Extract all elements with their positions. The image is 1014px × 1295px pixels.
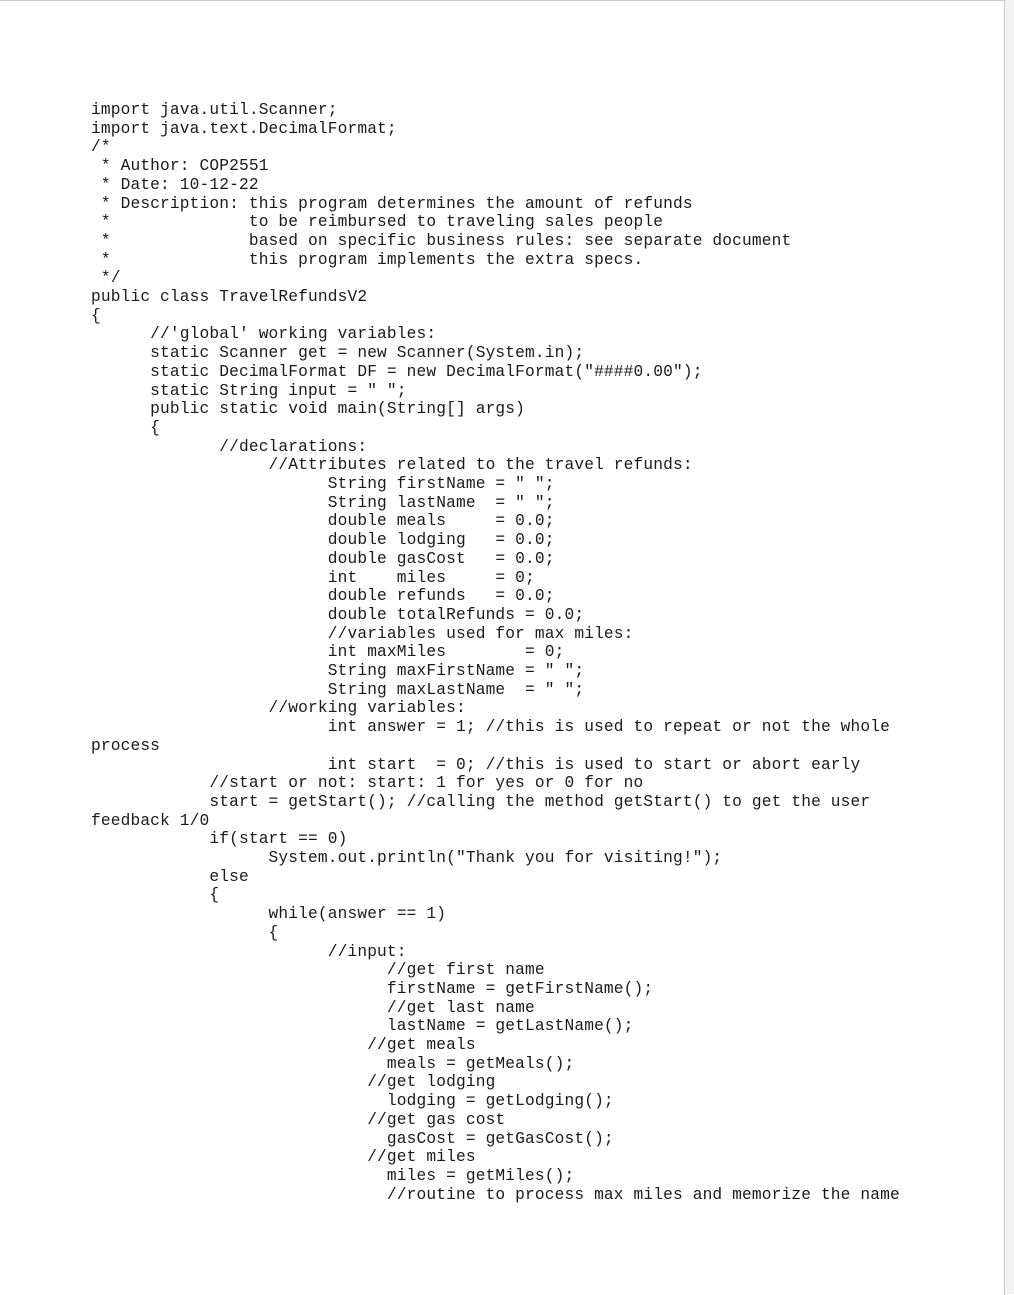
code-line: public static void main(String[] args) bbox=[91, 400, 526, 419]
code-line: feedback 1/0 bbox=[91, 811, 210, 830]
code-line: firstName = getFirstName(); bbox=[91, 979, 654, 998]
code-line: String firstName = " "; bbox=[91, 475, 555, 493]
code-line: * based on specific business rules: see separate document bbox=[91, 231, 792, 250]
code-line: //Attributes related to the travel refunds: bbox=[91, 456, 693, 475]
code-line: public class TravelRefundsV2 bbox=[91, 288, 368, 306]
code-line: miles = getMiles(); bbox=[91, 1166, 575, 1185]
code-line: static String input = " "; bbox=[91, 381, 407, 400]
code-line: int miles = 0; bbox=[91, 568, 535, 587]
code-line: static DecimalFormat DF = new DecimalFormat("####0.00"); bbox=[91, 362, 703, 381]
code-line: double refunds = 0.0; bbox=[91, 587, 555, 606]
code-line: start = getStart(); //calling the method getStart() to get the user bbox=[91, 792, 871, 811]
code-line: { bbox=[91, 306, 101, 325]
code-line: //routine to process max miles and memorize the name bbox=[91, 1185, 900, 1204]
code-line: meals = getMeals(); bbox=[91, 1054, 575, 1073]
code-line: String maxLastName = " "; bbox=[91, 680, 585, 699]
code-line: double meals = 0.0; bbox=[91, 512, 555, 531]
code-line: //working variables: bbox=[91, 699, 466, 718]
code-line: String lastName = " "; bbox=[91, 493, 555, 512]
code-line: lastName = getLastName(); bbox=[91, 1017, 634, 1036]
code-line: { bbox=[91, 886, 220, 905]
code-line: //start or not: start: 1 for yes or 0 for no bbox=[91, 774, 644, 793]
code-line: //input: bbox=[91, 942, 407, 961]
code-line: //get gas cost bbox=[91, 1110, 506, 1129]
code-line: * Description: this program determines the amount of refunds bbox=[91, 194, 693, 213]
code-line: //get miles bbox=[91, 1148, 476, 1167]
code-line: //variables used for max miles: bbox=[91, 624, 634, 643]
code-line: * to be reimbursed to traveling sales people bbox=[91, 213, 664, 232]
code-line: { bbox=[91, 923, 279, 942]
code-line: System.out.println("Thank you for visiting!"); bbox=[91, 849, 723, 867]
code-line: if(start == 0) bbox=[91, 830, 348, 849]
code-line: //get lodging bbox=[91, 1073, 496, 1092]
code-line: * Author: COP2551 bbox=[91, 157, 269, 176]
code-line: /* bbox=[91, 138, 111, 157]
code-line: * Date: 10-12-22 bbox=[91, 175, 259, 194]
code-line: lodging = getLodging(); bbox=[91, 1092, 614, 1111]
code-line: int maxMiles = 0; bbox=[91, 643, 565, 662]
code-line: import java.util.Scanner; bbox=[91, 101, 338, 119]
code-line: gasCost = getGasCost(); bbox=[91, 1129, 614, 1148]
code-line: //declarations: bbox=[91, 437, 368, 456]
code-line: * this program implements the extra specs. bbox=[91, 250, 644, 269]
code-line: double lodging = 0.0; bbox=[91, 531, 555, 550]
page-edge bbox=[1005, 0, 1014, 1294]
code-line: else bbox=[91, 867, 249, 886]
code-line: double totalRefunds = 0.0; bbox=[91, 605, 585, 624]
code-line: //'global' working variables: bbox=[91, 325, 437, 344]
code-line: static Scanner get = new Scanner(System.in); bbox=[91, 344, 585, 363]
code-line: { bbox=[91, 418, 161, 437]
code-line: int answer = 1; //this is used to repeat or not the whole bbox=[91, 718, 890, 737]
code-line: */ bbox=[91, 269, 121, 288]
code-line: //get meals bbox=[91, 1036, 476, 1054]
code-line: String maxFirstName = " "; bbox=[91, 662, 585, 680]
code-line: //get last name bbox=[91, 998, 535, 1017]
code-line: //get first name bbox=[91, 961, 545, 980]
code-line: double gasCost = 0.0; bbox=[91, 549, 555, 568]
code-line: int start = 0; //this is used to start or abort early bbox=[91, 755, 861, 774]
code-line: while(answer == 1) bbox=[91, 905, 447, 924]
code-line: process bbox=[91, 736, 161, 755]
code-line: import java.text.DecimalFormat; bbox=[91, 119, 397, 138]
